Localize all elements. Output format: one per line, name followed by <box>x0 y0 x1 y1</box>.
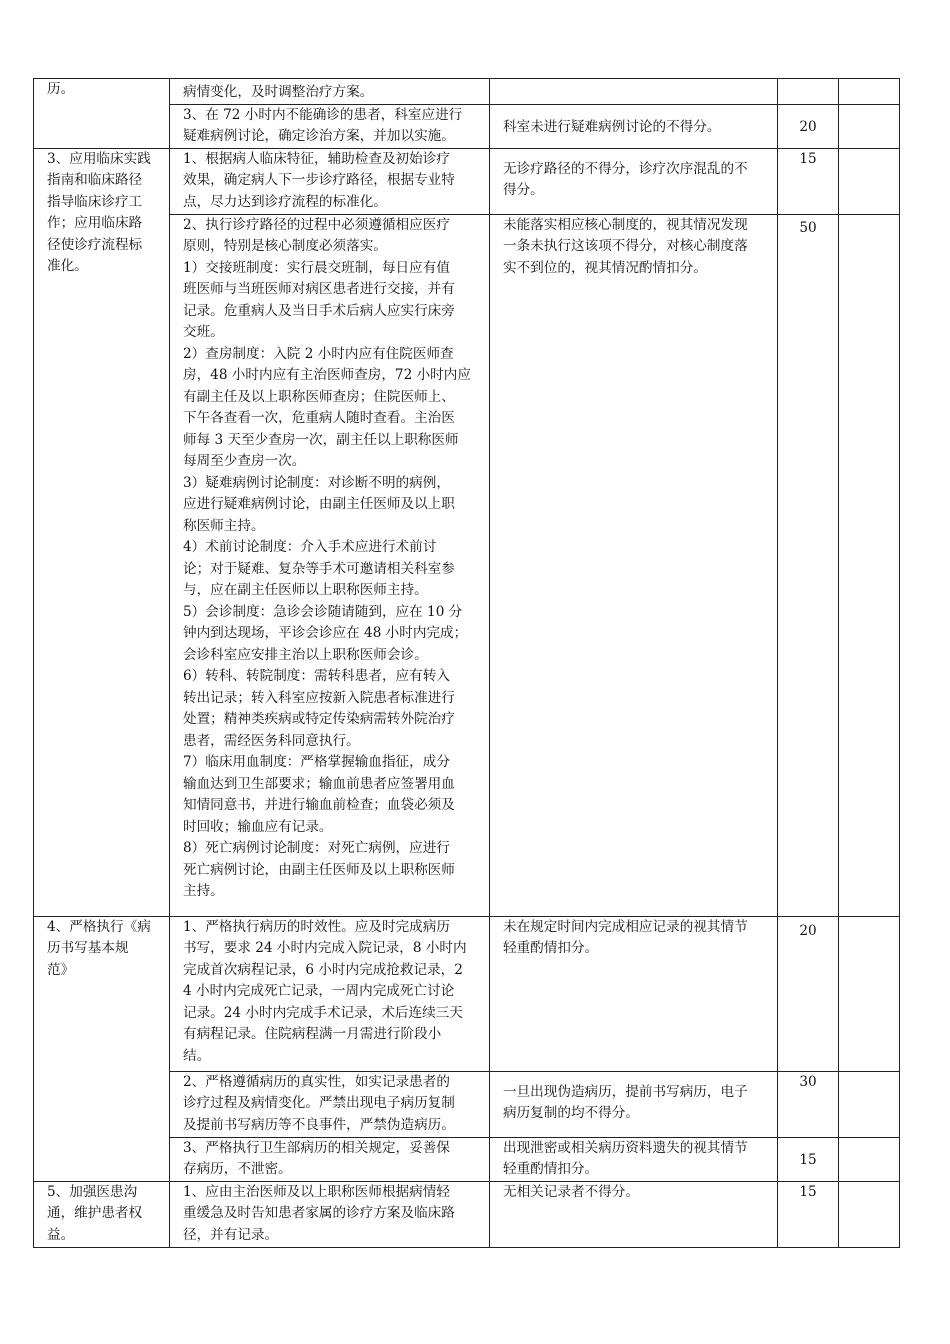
content-line: 1、严格执行病历的时效性。应及时完成病历 <box>183 918 450 935</box>
content-cell <box>170 148 490 214</box>
content-line: 主持。 <box>183 883 224 899</box>
content-line: 完成首次病程记录，6 小时内完成抢救记录，2 <box>183 961 463 978</box>
content-cell <box>170 1181 490 1247</box>
score-cell <box>778 214 839 916</box>
content-line: 径，并有记录。 <box>183 1226 279 1243</box>
criteria-line: 无相关记录者不得分。 <box>503 1183 639 1200</box>
score-cell <box>778 916 839 1071</box>
score-value: 50 <box>799 219 817 236</box>
table-row <box>34 148 900 214</box>
content-line: 时回收；输血应有记录。 <box>183 818 333 835</box>
content-line: 效果，确定病人下一步诊疗路径，根据专业特 <box>183 172 455 188</box>
category-line: 作；应用临床路 <box>47 215 143 231</box>
evaluation-table <box>33 78 900 1248</box>
table-row <box>34 79 900 105</box>
criteria-line: 出现泄密或相关病历资料遗失的视其情节 <box>503 1139 748 1156</box>
table-row <box>34 1181 900 1247</box>
table-row <box>34 916 900 1071</box>
content-line: 记录。危重病人及当日手术后病人应实行床旁 <box>183 302 455 319</box>
content-cell <box>170 214 490 916</box>
remark-cell <box>839 1137 900 1181</box>
score-cell <box>778 1137 839 1181</box>
score-cell <box>778 148 839 214</box>
content-line: 患者，需经医务科同意执行。 <box>183 732 360 749</box>
content-line: 5）会诊制度：急诊会诊随请随到，应在 10 分 <box>183 603 463 620</box>
category-line: 4、严格执行《病 <box>47 918 151 935</box>
criteria-line: 无诊疗路径的不得分，诊疗次序混乱的不 <box>503 160 748 177</box>
category-line: 历。 <box>47 81 75 97</box>
content-line: 师每 3 天至少查房一次，副主任以上职称医师 <box>183 431 459 448</box>
remark-cell <box>839 1071 900 1137</box>
criteria-line: 轻重酌情扣分。 <box>503 940 599 956</box>
remark-cell <box>839 916 900 1071</box>
content-line: 重缓急及时告知患者家属的诊疗方案及临床路 <box>183 1205 455 1221</box>
remark-cell <box>839 148 900 214</box>
category-line: 历书写基本规 <box>47 940 129 956</box>
criteria-cell <box>490 148 778 214</box>
criteria-line: 实不到位的，视其情况酌情扣分。 <box>503 259 707 276</box>
category-line: 益。 <box>47 1226 75 1243</box>
content-line: 及提前书写病历等不良事件，严禁伪造病历。 <box>183 1116 455 1133</box>
criteria-line: 病历复制的均不得分。 <box>503 1105 639 1121</box>
criteria-line: 轻重酌情扣分。 <box>503 1161 599 1177</box>
content-line: 1）交接班制度：实行晨交班制，每日应有值 <box>183 259 450 276</box>
content-line: 诊疗过程及病情变化。严禁出现电子病历复制 <box>183 1095 455 1111</box>
content-line: 3）疑难病例讨论制度：对诊断不明的病例， <box>183 474 450 491</box>
content-line: 班医师与当班医师对病区患者进行交接，并有 <box>183 281 455 297</box>
category-cell <box>34 916 170 1181</box>
content-line: 与，应在副主任医师以上职称医师主持。 <box>183 582 428 598</box>
category-line: 通，维护患者权 <box>47 1205 143 1221</box>
category-line: 范》 <box>47 961 75 978</box>
category-line: 指导临床诊疗工 <box>47 193 143 210</box>
content-line: 死亡病例讨论，由副主任医师及以上职称医师 <box>183 861 455 878</box>
content-cell <box>170 79 490 105</box>
content-line: 1、根据病人临床特征，辅助检查及初始诊疗 <box>183 150 450 167</box>
content-line: 记录。24 小时内完成手术记录，术后连续三天 <box>183 1004 463 1021</box>
content-cell <box>170 1071 490 1137</box>
content-line: 7）临床用血制度：严格掌握输血指征，成分 <box>183 754 450 770</box>
category-line: 3、应用临床实践 <box>47 150 151 167</box>
content-line: 处置；精神类疾病或特定传染病需转外院治疗 <box>183 711 455 727</box>
score-value: 20 <box>799 118 817 135</box>
content-line: 8）死亡病例讨论制度：对死亡病例，应进行 <box>183 840 450 856</box>
content-line: 点，尽力达到诊疗流程的标准化。 <box>183 193 387 210</box>
content-line: 知情同意书，并进行输血前检查；血袋必须及 <box>183 797 455 813</box>
content-line: 6）转科、转院制度：需转科患者，应有转入 <box>183 668 450 684</box>
remark-cell <box>839 1181 900 1247</box>
category-cell <box>34 79 170 149</box>
content-cell <box>170 916 490 1071</box>
criteria-cell <box>490 1071 778 1137</box>
content-line: 论；对于疑难、复杂等手术可邀请相关科室参 <box>183 560 455 577</box>
remark-cell <box>839 214 900 916</box>
content-line: 结。 <box>183 1047 211 1064</box>
criteria-line: 一旦出现伪造病历，提前书写病历，电子 <box>503 1083 748 1100</box>
category-cell <box>34 148 170 916</box>
content-line: 钟内到达现场，平诊会诊应在 48 小时内完成； <box>183 625 468 641</box>
content-line: 2、执行诊疗路径的过程中必须遵循相应医疗 <box>183 216 450 233</box>
content-line: 3、严格执行卫生部病历的相关规定，妥善保 <box>183 1139 450 1156</box>
remark-cell <box>839 104 900 148</box>
remark-cell <box>839 79 900 105</box>
content-line: 转出记录；转入科室应按新入院患者标准进行 <box>183 689 455 706</box>
content-line: 疑难病例讨论，确定诊治方案，并加以实施。 <box>183 128 455 144</box>
content-line: 会诊科室应安排主治以上职称医师会诊。 <box>183 646 428 663</box>
criteria-line: 未能落实相应核心制度的，视其情况发现 <box>503 216 748 233</box>
score-value: 30 <box>799 1073 817 1090</box>
score-cell <box>778 1181 839 1247</box>
criteria-line: 未在规定时间内完成相应记录的视其情节 <box>503 918 748 935</box>
content-line: 输血达到卫生部要求；输血前患者应签署用血 <box>183 775 455 792</box>
content-line: 4 小时内完成死亡记录，一周内完成死亡讨论 <box>183 983 455 999</box>
score-value: 20 <box>799 922 817 939</box>
criteria-cell <box>490 916 778 1071</box>
content-line: 原则，特别是核心制度必须落实。 <box>183 238 387 254</box>
content-line: 称医师主持。 <box>183 517 265 534</box>
content-line: 存病历，不泄密。 <box>183 1161 292 1177</box>
content-line: 应进行疑难病例讨论，由副主任医师及以上职 <box>183 496 455 512</box>
category-line: 径使诊疗流程标 <box>47 236 143 253</box>
content-line: 3、在 72 小时内不能确诊的患者，科室应进行 <box>183 106 463 123</box>
score-value: 15 <box>799 1183 817 1200</box>
criteria-cell <box>490 79 778 105</box>
content-line: 有副主任及以上职称医师查房；住院医师上、 <box>183 388 455 405</box>
content-line: 1、应由主治医师及以上职称医师根据病情轻 <box>183 1183 450 1200</box>
score-cell <box>778 79 839 105</box>
content-line: 有病程记录。住院病程满一月需进行阶段小 <box>183 1026 442 1042</box>
criteria-line: 科室未进行疑难病例讨论的不得分。 <box>503 118 721 135</box>
score-cell <box>778 104 839 148</box>
category-line: 指南和临床路径 <box>47 172 143 188</box>
criteria-cell <box>490 214 778 916</box>
criteria-cell <box>490 1181 778 1247</box>
criteria-cell <box>490 104 778 148</box>
content-line: 每周至少查房一次。 <box>183 453 306 469</box>
score-value: 15 <box>799 150 817 167</box>
content-line: 2）查房制度：入院 2 小时内应有住院医师查 <box>183 345 454 362</box>
criteria-cell <box>490 1137 778 1181</box>
category-line: 5、加强医患沟 <box>47 1183 138 1200</box>
category-cell <box>34 1181 170 1247</box>
content-cell <box>170 1137 490 1181</box>
content-cell <box>170 104 490 148</box>
content-line: 2、严格遵循病历的真实性，如实记录患者的 <box>183 1073 450 1090</box>
content-line: 房，48 小时内应有主治医师查房，72 小时内应 <box>183 367 471 383</box>
content-line: 4）术前讨论制度：介入手术应进行术前讨 <box>183 539 437 555</box>
score-value: 15 <box>799 1151 817 1168</box>
content-line: 下午各查看一次，危重病人随时查看。主治医 <box>183 410 455 426</box>
category-line: 准化。 <box>47 258 88 274</box>
criteria-line: 得分。 <box>503 182 544 198</box>
content-line: 书写，要求 24 小时内完成入院记录，8 小时内 <box>183 940 467 956</box>
criteria-line: 一条未执行这该项不得分，对核心制度落 <box>503 238 748 254</box>
score-cell <box>778 1071 839 1137</box>
content-line: 病情变化，及时调整治疗方案。 <box>183 84 374 100</box>
content-line: 交班。 <box>183 324 224 340</box>
